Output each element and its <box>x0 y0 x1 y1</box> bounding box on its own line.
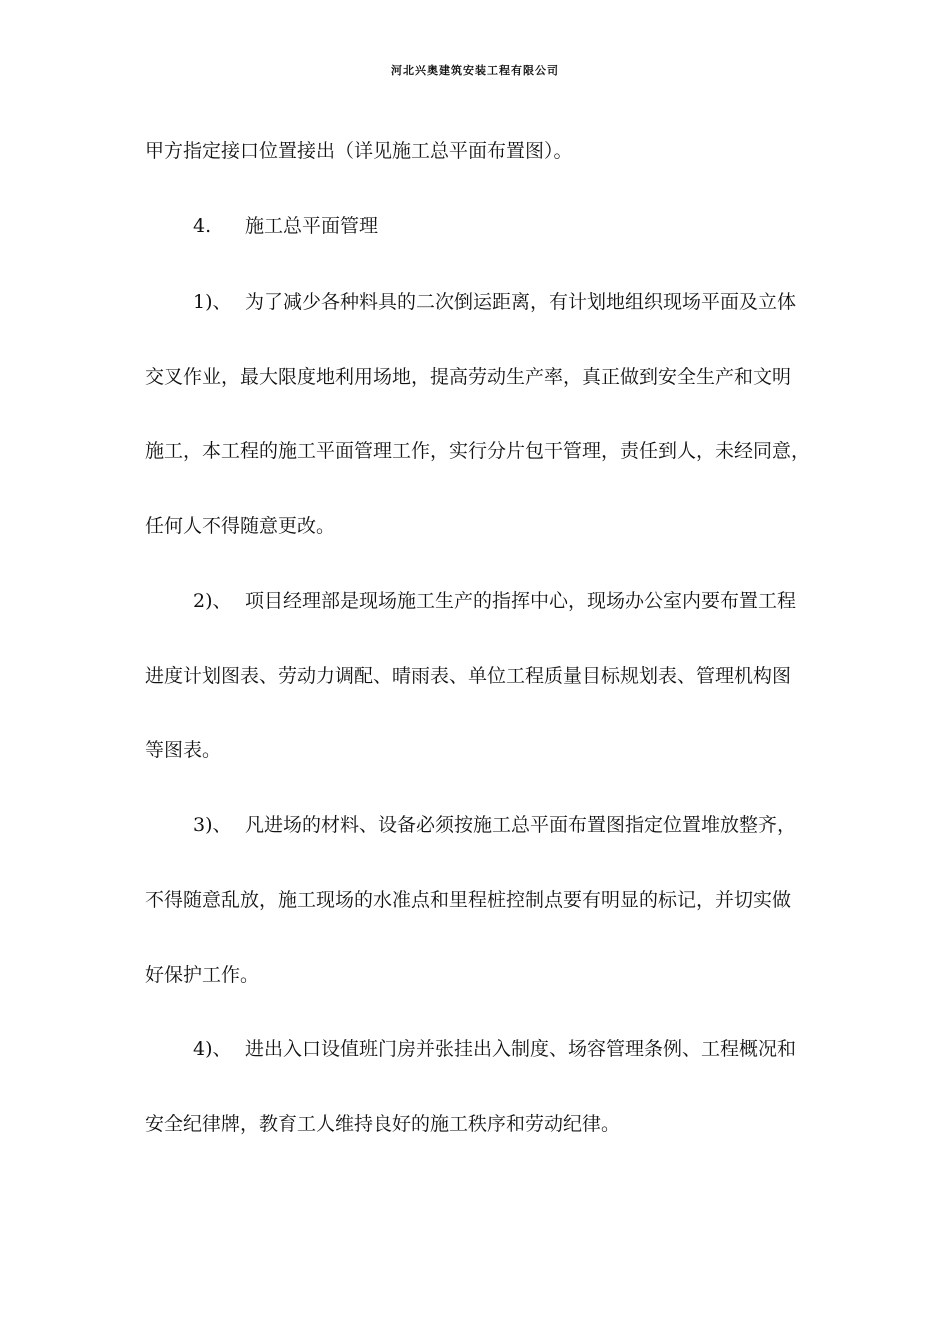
text-line: 进度计划图表、劳动力调配、晴雨表、单位工程质量目标规划表、管理机构图 <box>145 665 792 687</box>
text-line: 施工，本工程的施工平面管理工作，实行分片包干管理，责任到人，未经同意， <box>145 440 811 462</box>
paragraph-2-first-line <box>193 589 796 613</box>
section-number: 4. <box>193 215 212 237</box>
company-header: 河北兴奥建筑安装工程有限公司 <box>391 64 559 77</box>
text-line: 甲方指定接口位置接出（详见施工总平面布置图）。 <box>145 140 573 162</box>
section-heading <box>193 214 378 238</box>
text-line: 交叉作业，最大限度地利用场地，提高劳动生产率，真正做到安全生产和文明 <box>145 366 792 388</box>
text-line: 等图表。 <box>145 739 222 761</box>
paragraph-4-first-line <box>193 1037 796 1061</box>
text-line: 好保护工作。 <box>145 964 260 986</box>
item-text: 为了减少各种料具的二次倒运距离，有计划地组织现场平面及立体 <box>245 291 797 313</box>
item-number: 2)、 <box>193 590 232 612</box>
paragraph-1-first-line <box>193 290 796 314</box>
item-number: 4)、 <box>193 1038 232 1060</box>
text-line: 任何人不得随意更改。 <box>145 515 336 537</box>
item-number: 3)、 <box>193 814 232 836</box>
paragraph-3-first-line <box>193 813 796 837</box>
section-title: 施工总平面管理 <box>245 215 379 237</box>
text-line: 不得随意乱放，施工现场的水准点和里程桩控制点要有明显的标记，并切实做 <box>145 889 792 911</box>
item-text: 进出入口设值班门房并张挂出入制度、场容管理条例、工程概况和 <box>245 1038 797 1060</box>
item-text: 凡进场的材料、设备必须按施工总平面布置图指定位置堆放整齐， <box>245 814 797 836</box>
text-line: 安全纪律牌，教育工人维持良好的施工秩序和劳动纪律。 <box>145 1113 621 1135</box>
item-number: 1)、 <box>193 291 232 313</box>
item-text: 项目经理部是现场施工生产的指挥中心，现场办公室内要布置工程 <box>245 590 797 612</box>
